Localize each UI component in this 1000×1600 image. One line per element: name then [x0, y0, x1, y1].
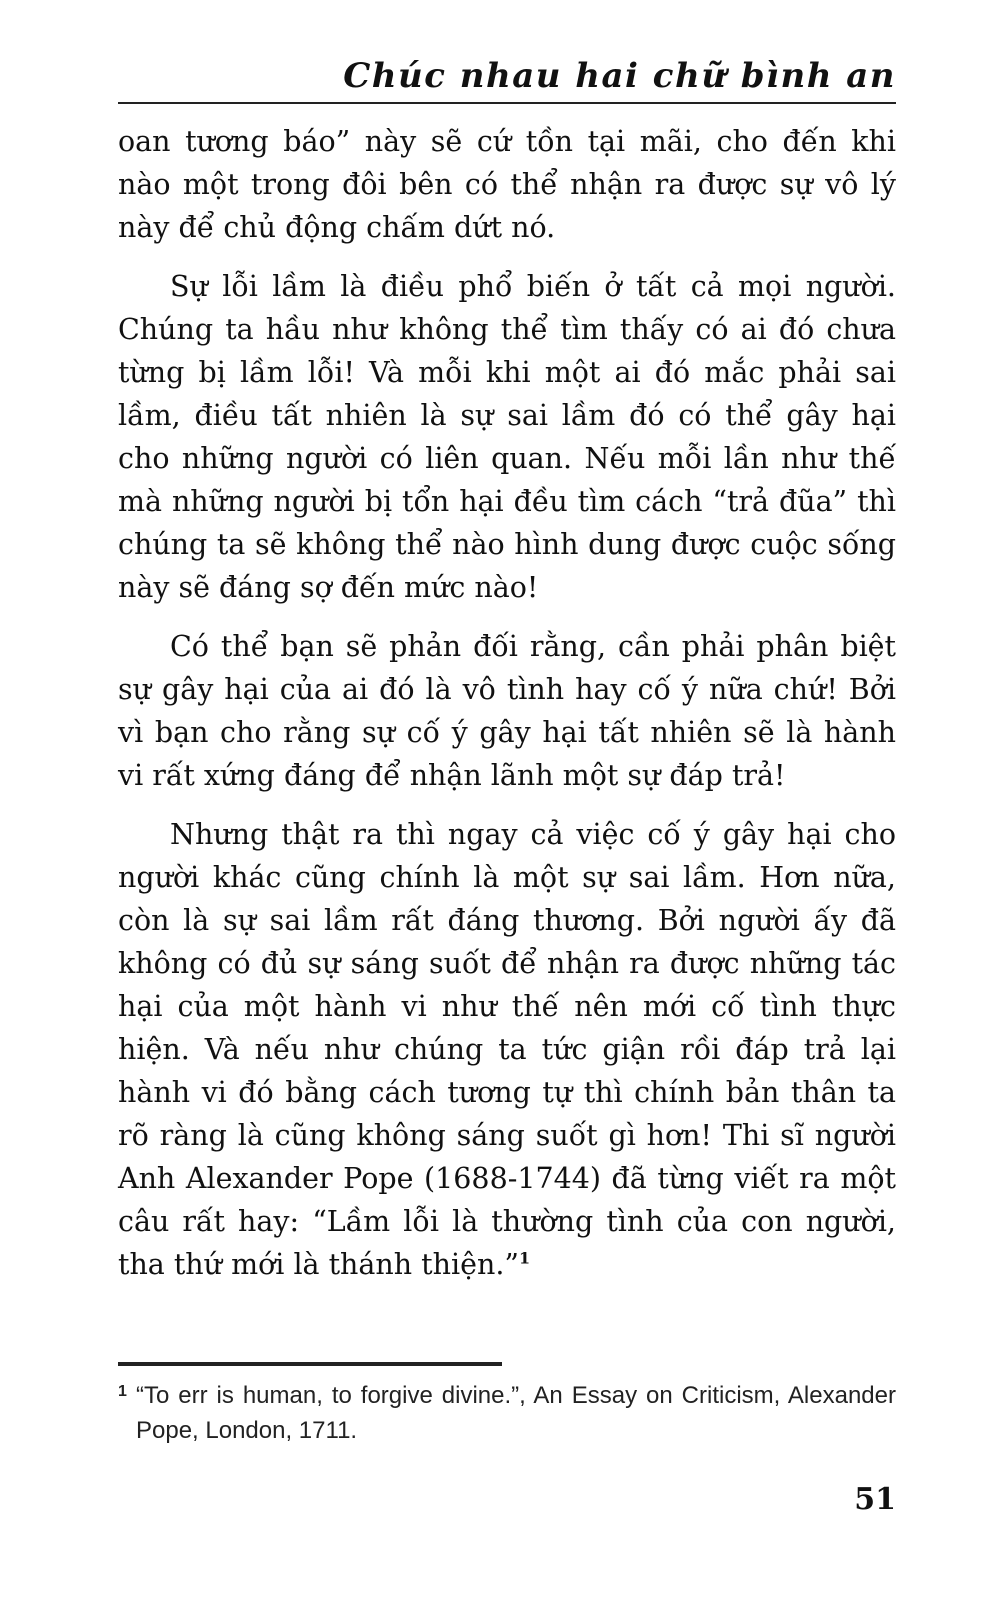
running-header — [118, 50, 896, 104]
footnote-text: “To err is human, to forgive divine.”, An Essay on Criticism, Alexander Pope, London, 1711. — [136, 1382, 896, 1444]
paragraph: Sự lỗi lầm là điều phổ biến ở tất cả mọi người. Chúng ta hầu như không thể tìm thấy có ai đó chưa từng bị lầm lỗi! Và mỗi khi một ai đó mắc phải sai lầm, điều tất nhiên là sự sai lầm đó có thể gây hại cho những người có liên quan. Nếu mỗi lần như thế mà những người bị tổn hại đều tìm cách “trả đũa” thì chúng ta sẽ không thể nào hình dung được cuộc sống này sẽ đáng sợ đến mức nào! — [118, 270, 896, 604]
paragraph: Có thể bạn sẽ phản đối rằng, cần phải phân biệt sự gây hại của ai đó là vô tình hay cố ý nữa chứ! Bởi vì bạn cho rằng sự cố ý gây hại tất nhiên sẽ là hành vi rất xứng đáng để nhận lãnh một sự đáp trả! — [118, 630, 896, 792]
footnote — [118, 1378, 896, 1448]
paragraph-with-footnote — [118, 813, 896, 1286]
footnote-marker: 1 — [118, 1383, 127, 1400]
paragraph-continuation: oan tương báo” này sẽ cứ tồn tại mãi, cho đến khi nào một trong đôi bên có thể nhận ra được sự vô lý này để chủ động chấm dứt nó. — [118, 125, 896, 244]
running-header-title: Chúc nhau hai chữ bình an — [343, 56, 896, 96]
page-number: 51 — [854, 1482, 896, 1517]
footnote-reference[interactable]: 1 — [518, 1248, 531, 1268]
paragraph-text: Nhưng thật ra thì ngay cả việc cố ý gây hại cho người khác cũng chính là một sự sai lầm. Hơn nữa, còn là sự sai lầm rất đáng thương. Bởi người ấy đã không có đủ sự sáng suốt để nhận ra được những tác hại của một hành vi như thế nên mới cố tình thực hiện. Và nếu như chúng ta tức giận rồi đáp trả lại hành vi đó bằng cách tương tự thì chính bản thân ta rõ ràng là cũng không sáng suốt gì hơn! Thi sĩ người Anh Alexander Pope (1688-1744) đã từng viết ra một câu rất hay: “Lầm lỗi là thường tình của con người, tha thứ mới là thánh thiện.” — [118, 818, 896, 1281]
footnote-divider — [118, 1362, 502, 1366]
body-text — [118, 120, 896, 1302]
